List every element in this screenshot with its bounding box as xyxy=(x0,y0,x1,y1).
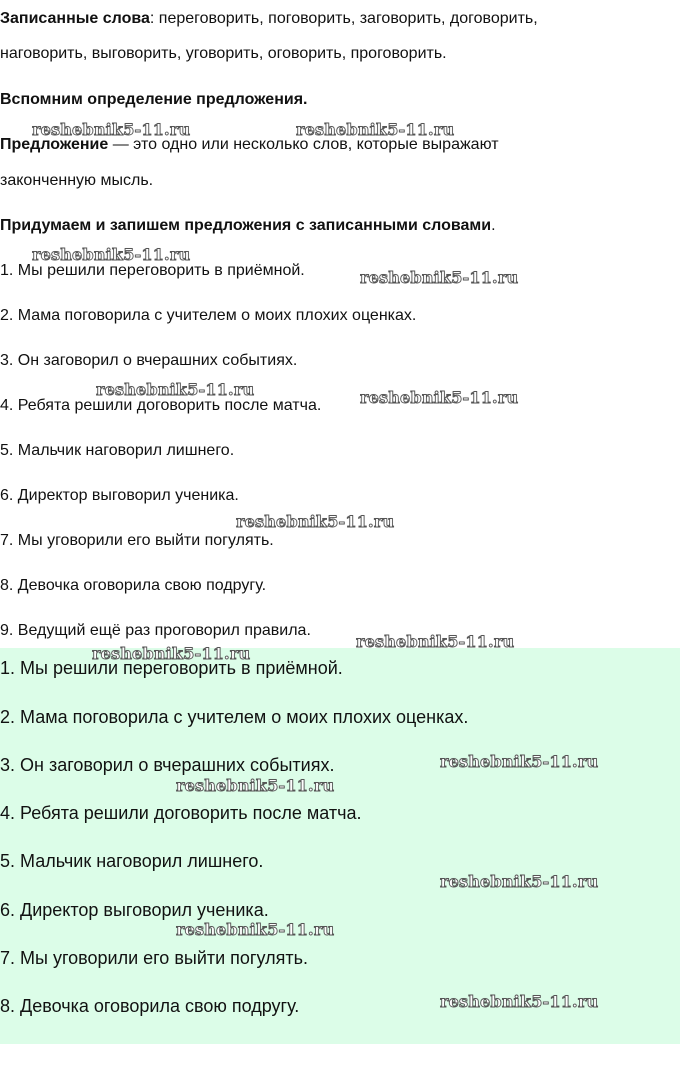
sentence-item: 1. Мы решили переговорить в приёмной. xyxy=(0,262,305,279)
answer-item: 1. Мы решили переговорить в приёмной. xyxy=(0,658,343,678)
sentence-item: 3. Он заговорил о вчерашних событиях. xyxy=(0,352,298,369)
task-line xyxy=(0,217,496,235)
watermark: reshebnik5-11.ru xyxy=(360,268,519,287)
definition-line-2: законченную мысль. xyxy=(0,172,154,189)
watermark: reshebnik5-11.ru xyxy=(176,920,335,939)
watermark: reshebnik5-11.ru xyxy=(440,992,599,1011)
answer-item: 7. Мы уговорили его выйти погулять. xyxy=(0,948,308,968)
sentence-item: 7. Мы уговорили его выйти погулять. xyxy=(0,532,274,549)
sentence-item: 2. Мама поговорила с учителем о моих плохих оценках. xyxy=(0,307,417,324)
answer-item: 4. Ребята решили договорить после матча. xyxy=(0,803,362,823)
sentence-item: 8. Девочка оговорила свою подругу. xyxy=(0,577,267,594)
watermark: reshebnik5-11.ru xyxy=(360,388,519,407)
watermark: reshebnik5-11.ru xyxy=(440,872,599,891)
written-words-line xyxy=(0,10,538,28)
answer-item: 2. Мама поговорила с учителем о моих плохих оценках. xyxy=(0,707,469,727)
watermark: reshebnik5-11.ru xyxy=(440,752,599,771)
definition-term: Предложение xyxy=(0,136,109,153)
answer-item: 6. Директор выговорил ученика. xyxy=(0,900,269,920)
watermark: reshebnik5-11.ru xyxy=(176,776,335,795)
sentence-item: 4. Ребята решили договорить после матча. xyxy=(0,397,322,414)
answer-item: 5. Мальчик наговорил лишнего. xyxy=(0,851,264,871)
written-words-label: Записанные слова xyxy=(0,10,150,27)
sentence-item: 5. Мальчик наговорил лишнего. xyxy=(0,442,235,459)
sentence-item: 9. Ведущий ещё раз проговорил правила. xyxy=(0,622,311,639)
answer-item: 3. Он заговорил о вчерашних событиях. xyxy=(0,755,335,775)
watermark: reshebnik5-11.ru xyxy=(236,512,395,531)
watermark: reshebnik5-11.ru xyxy=(296,120,455,139)
definition-line xyxy=(0,136,499,154)
watermark: reshebnik5-11.ru xyxy=(356,632,515,651)
watermark: reshebnik5-11.ru xyxy=(96,380,255,399)
watermark: reshebnik5-11.ru xyxy=(32,120,191,139)
recall-heading: Вспомним определение предложения. xyxy=(0,91,308,108)
watermark: reshebnik5-11.ru xyxy=(32,245,191,264)
written-words-line-2: наговорить, выговорить, уговорить, оговорить, проговорить. xyxy=(0,45,447,62)
definition-text: — это одно или несколько слов, которые выражают xyxy=(108,136,499,153)
sentence-item: 6. Директор выговорил ученика. xyxy=(0,487,239,504)
answer-item: 8. Девочка оговорила свою подругу. xyxy=(0,996,300,1016)
written-words-list: : переговорить, поговорить, заговорить, договорить, xyxy=(149,10,538,27)
task-heading: Придумаем и запишем предложения с записанными словами xyxy=(0,217,492,234)
watermark: reshebnik5-11.ru xyxy=(92,644,251,663)
task-dot: . xyxy=(491,217,496,234)
